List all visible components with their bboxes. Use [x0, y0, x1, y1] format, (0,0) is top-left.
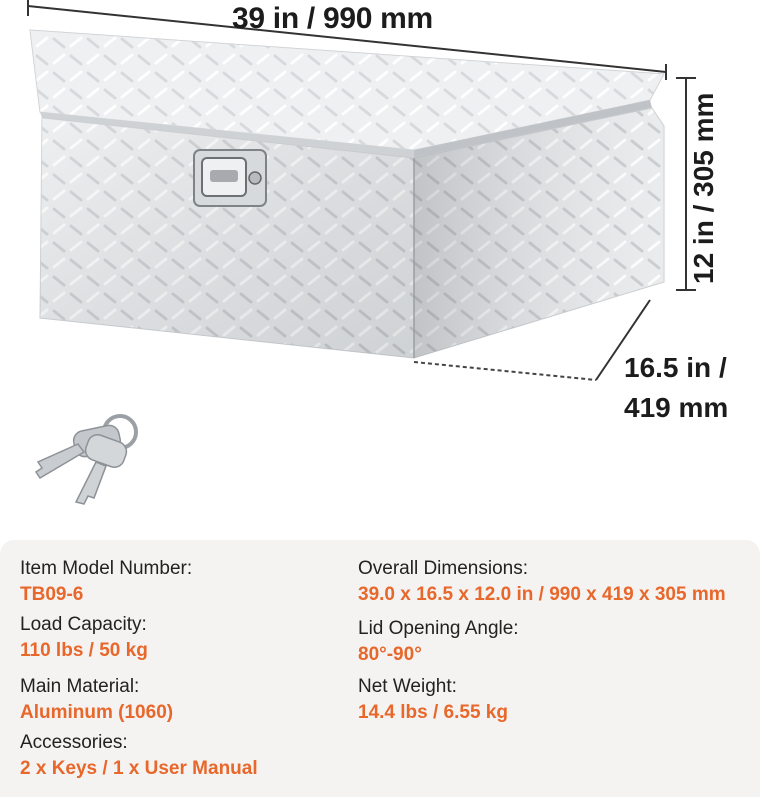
- spec-material-value: Aluminum (1060): [20, 702, 174, 723]
- spec-model-label: Item Model Number:: [20, 558, 193, 579]
- spec-model-value: TB09-6: [20, 584, 84, 605]
- depth-dimension-line1: 16.5 in /: [624, 352, 727, 383]
- spec-weight: [358, 674, 738, 726]
- spec-load-label: Load Capacity:: [20, 614, 147, 635]
- spec-load-value: 110 lbs / 50 kg: [20, 640, 148, 661]
- spec-material-label: Main Material:: [20, 676, 140, 697]
- depth-dimension-label: [624, 348, 728, 428]
- specifications-panel: [0, 540, 760, 797]
- spec-accessories: [20, 730, 400, 782]
- spec-accessories-label: Accessories:: [20, 732, 128, 753]
- latch-handle: [194, 150, 266, 206]
- depth-dimension-line2: 419 mm: [624, 392, 729, 423]
- spec-dimensions-label: Overall Dimensions:: [358, 558, 528, 579]
- spec-angle: [358, 616, 738, 668]
- spec-material: [20, 674, 400, 726]
- spec-model: [20, 556, 400, 608]
- spec-load: [20, 612, 400, 664]
- height-dimension-label: 12 in / 305 mm: [688, 92, 719, 284]
- spec-dimensions-value: 39.0 x 16.5 x 12.0 in / 990 x 419 x 305 mm: [358, 584, 726, 605]
- spec-angle-value: 80°-90°: [358, 644, 422, 665]
- spec-angle-label: Lid Opening Angle:: [358, 618, 519, 639]
- spec-weight-value: 14.4 lbs / 6.55 kg: [358, 702, 508, 723]
- keys-icon: [36, 416, 136, 504]
- spec-dimensions: [358, 556, 738, 608]
- width-dimension-label: 39 in / 990 mm: [232, 2, 433, 35]
- spec-weight-label: Net Weight:: [358, 676, 457, 697]
- spec-accessories-value: 2 x Keys / 1 x User Manual: [20, 758, 258, 779]
